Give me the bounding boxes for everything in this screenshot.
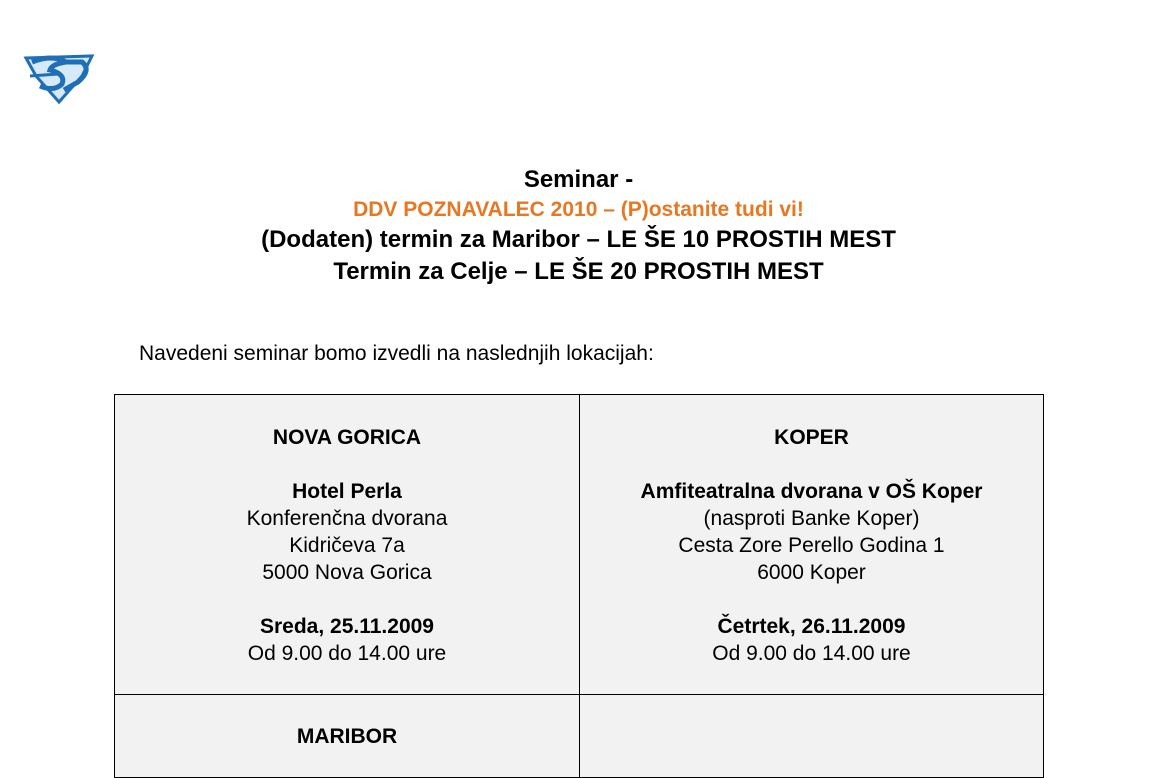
venue-name: Hotel Perla [292,480,402,503]
address-line: Kidričeva 7a [289,534,405,557]
title-line-2: DDV POZNAVALEC 2010 – (P)ostanite tudi vi! [353,198,804,221]
city-name: MARIBOR [296,725,398,748]
table-row [115,695,1044,778]
address-line: Konferenčna dvorana [246,507,448,530]
address-line: 5000 Nova Gorica [262,561,432,584]
location-cell-koper [580,395,1044,695]
city-name: NOVA GORICA [272,426,422,449]
table-row [115,395,1044,695]
event-time: Od 9.00 do 14.00 ure [247,642,447,665]
location-cell-empty [580,695,1044,778]
address-line: (nasproti Banke Koper) [703,507,920,530]
locations-table [114,394,1044,778]
intro-text: Navedeni seminar bomo izvedli na naslednjih lokacijah: [139,342,654,365]
location-cell-nova-gorica [115,395,580,695]
venue-name: Amfiteatralna dvorana v OŠ Koper [640,480,983,503]
title-line-4: Termin za Celje – LE ŠE 20 PROSTIH MEST [333,258,824,285]
event-time: Od 9.00 do 14.00 ure [712,642,911,665]
event-date: Četrtek, 26.11.2009 [717,615,906,638]
title-line-1: Seminar - [523,166,634,193]
address-line: 6000 Koper [757,561,866,584]
sd-logo-icon [22,48,96,104]
location-cell-maribor [115,695,580,778]
city-name: KOPER [774,426,849,449]
title-line-3: (Dodaten) termin za Maribor – LE ŠE 10 PROSTIH MEST [261,226,896,253]
event-date: Sreda, 25.11.2009 [260,615,434,638]
address-line: Cesta Zore Perello Godina 1 [678,534,945,557]
